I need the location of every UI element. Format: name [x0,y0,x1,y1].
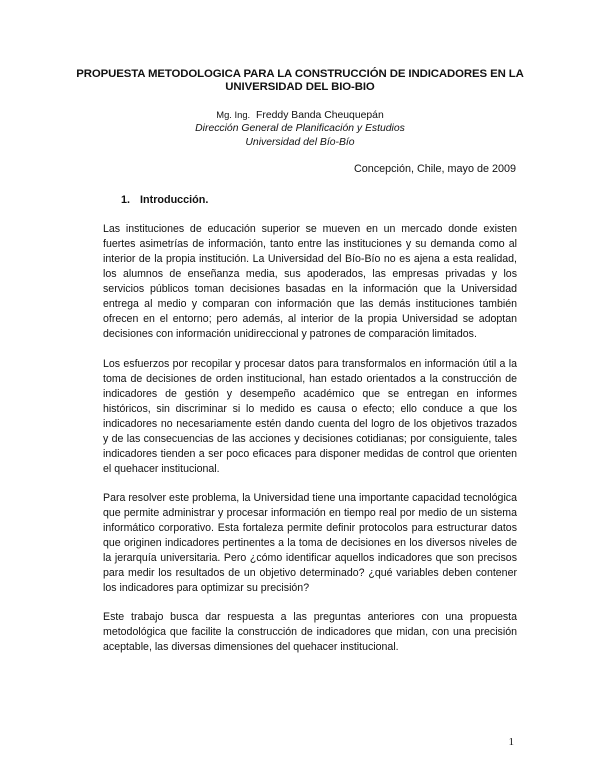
author-prefix: Mg. Ing. [216,109,251,120]
section-title: Introducción. [140,194,209,206]
document-title: PROPUESTA METODOLOGICA PARA LA CONSTRUCCIÓN DE INDICADORES EN LA UNIVERSIDAD DEL BIO-BIO [76,68,524,93]
author-line [60,108,540,122]
author-name: Freddy Banda Cheuquepán [256,110,384,121]
page-number: 1 [508,736,514,748]
affiliation-department: Dirección General de Planificación y Estudios [195,123,405,134]
section-heading [121,194,208,207]
place-date: Concepción, Chile, mayo de 2009 [353,163,516,175]
paragraph: Para resolver este problema, la Universidad tiene una importante capacidad tecnológica que permite administrar y procesar información en tiempo real por medio de un sistema informático corporativo. Esta fortaleza permite definir protocolos para estructurar datos que originen indicadores pertinentes a la toma de decisiones en los diversos niveles de la jerarquía universitaria. Pero ¿cómo identificar aquellos indicadores que son precisos para medir los resultados de un objetivo determinado? ¿qué variables deben contener los indicadores para optimizar su precisión? [103,492,517,594]
paragraph: Los esfuerzos por recopilar y procesar datos para transformalos en información útil a la toma de decisiones de orden institucional, han estado orientados a la construcción de indicadores de gestión y desempeño académico que se entregan en informes históricos, sin discriminar si lo medido es causa o efecto; ello conduce a que los indicadores no necesariamente estén dando cuenta del logro de los objetivos trazados y de las consecuencias de las acciones y decisiones cotidianas; por consiguiente, tales indicadores tienden a ser poco eficaces para disponer medidas de control que orienten el quehacer institucional. [103,358,517,475]
paragraph: Las instituciones de educación superior se mueven en un mercado donde existen fuertes asimetrías de información, tanto entre las instituciones y su demanda como al interior de la propia institución. La Universidad del Bío-Bío no es ajena a esta realidad, los alumnos de enseñanza media, sus apoderados, las empresas privadas y los servicios públicos toman decisiones basadas en la información que la Universidad entrega al medio y comparan con información que las demás instituciones también ofrecen en el entorno; pero además, al interior de la propia Universidad se adoptan decisiones con información unidireccional y patrones de comparación limitados. [103,223,517,340]
paragraph: Este trabajo busca dar respuesta a las preguntas anteriores con una propuesta metodológica que facilite la construcción de indicadores que midan, con una precisión aceptable, las diversas dimensiones del quehacer institucional. [103,611,517,653]
affiliation-university: Universidad del Bío-Bío [245,137,355,148]
section-number: 1. [121,194,131,206]
